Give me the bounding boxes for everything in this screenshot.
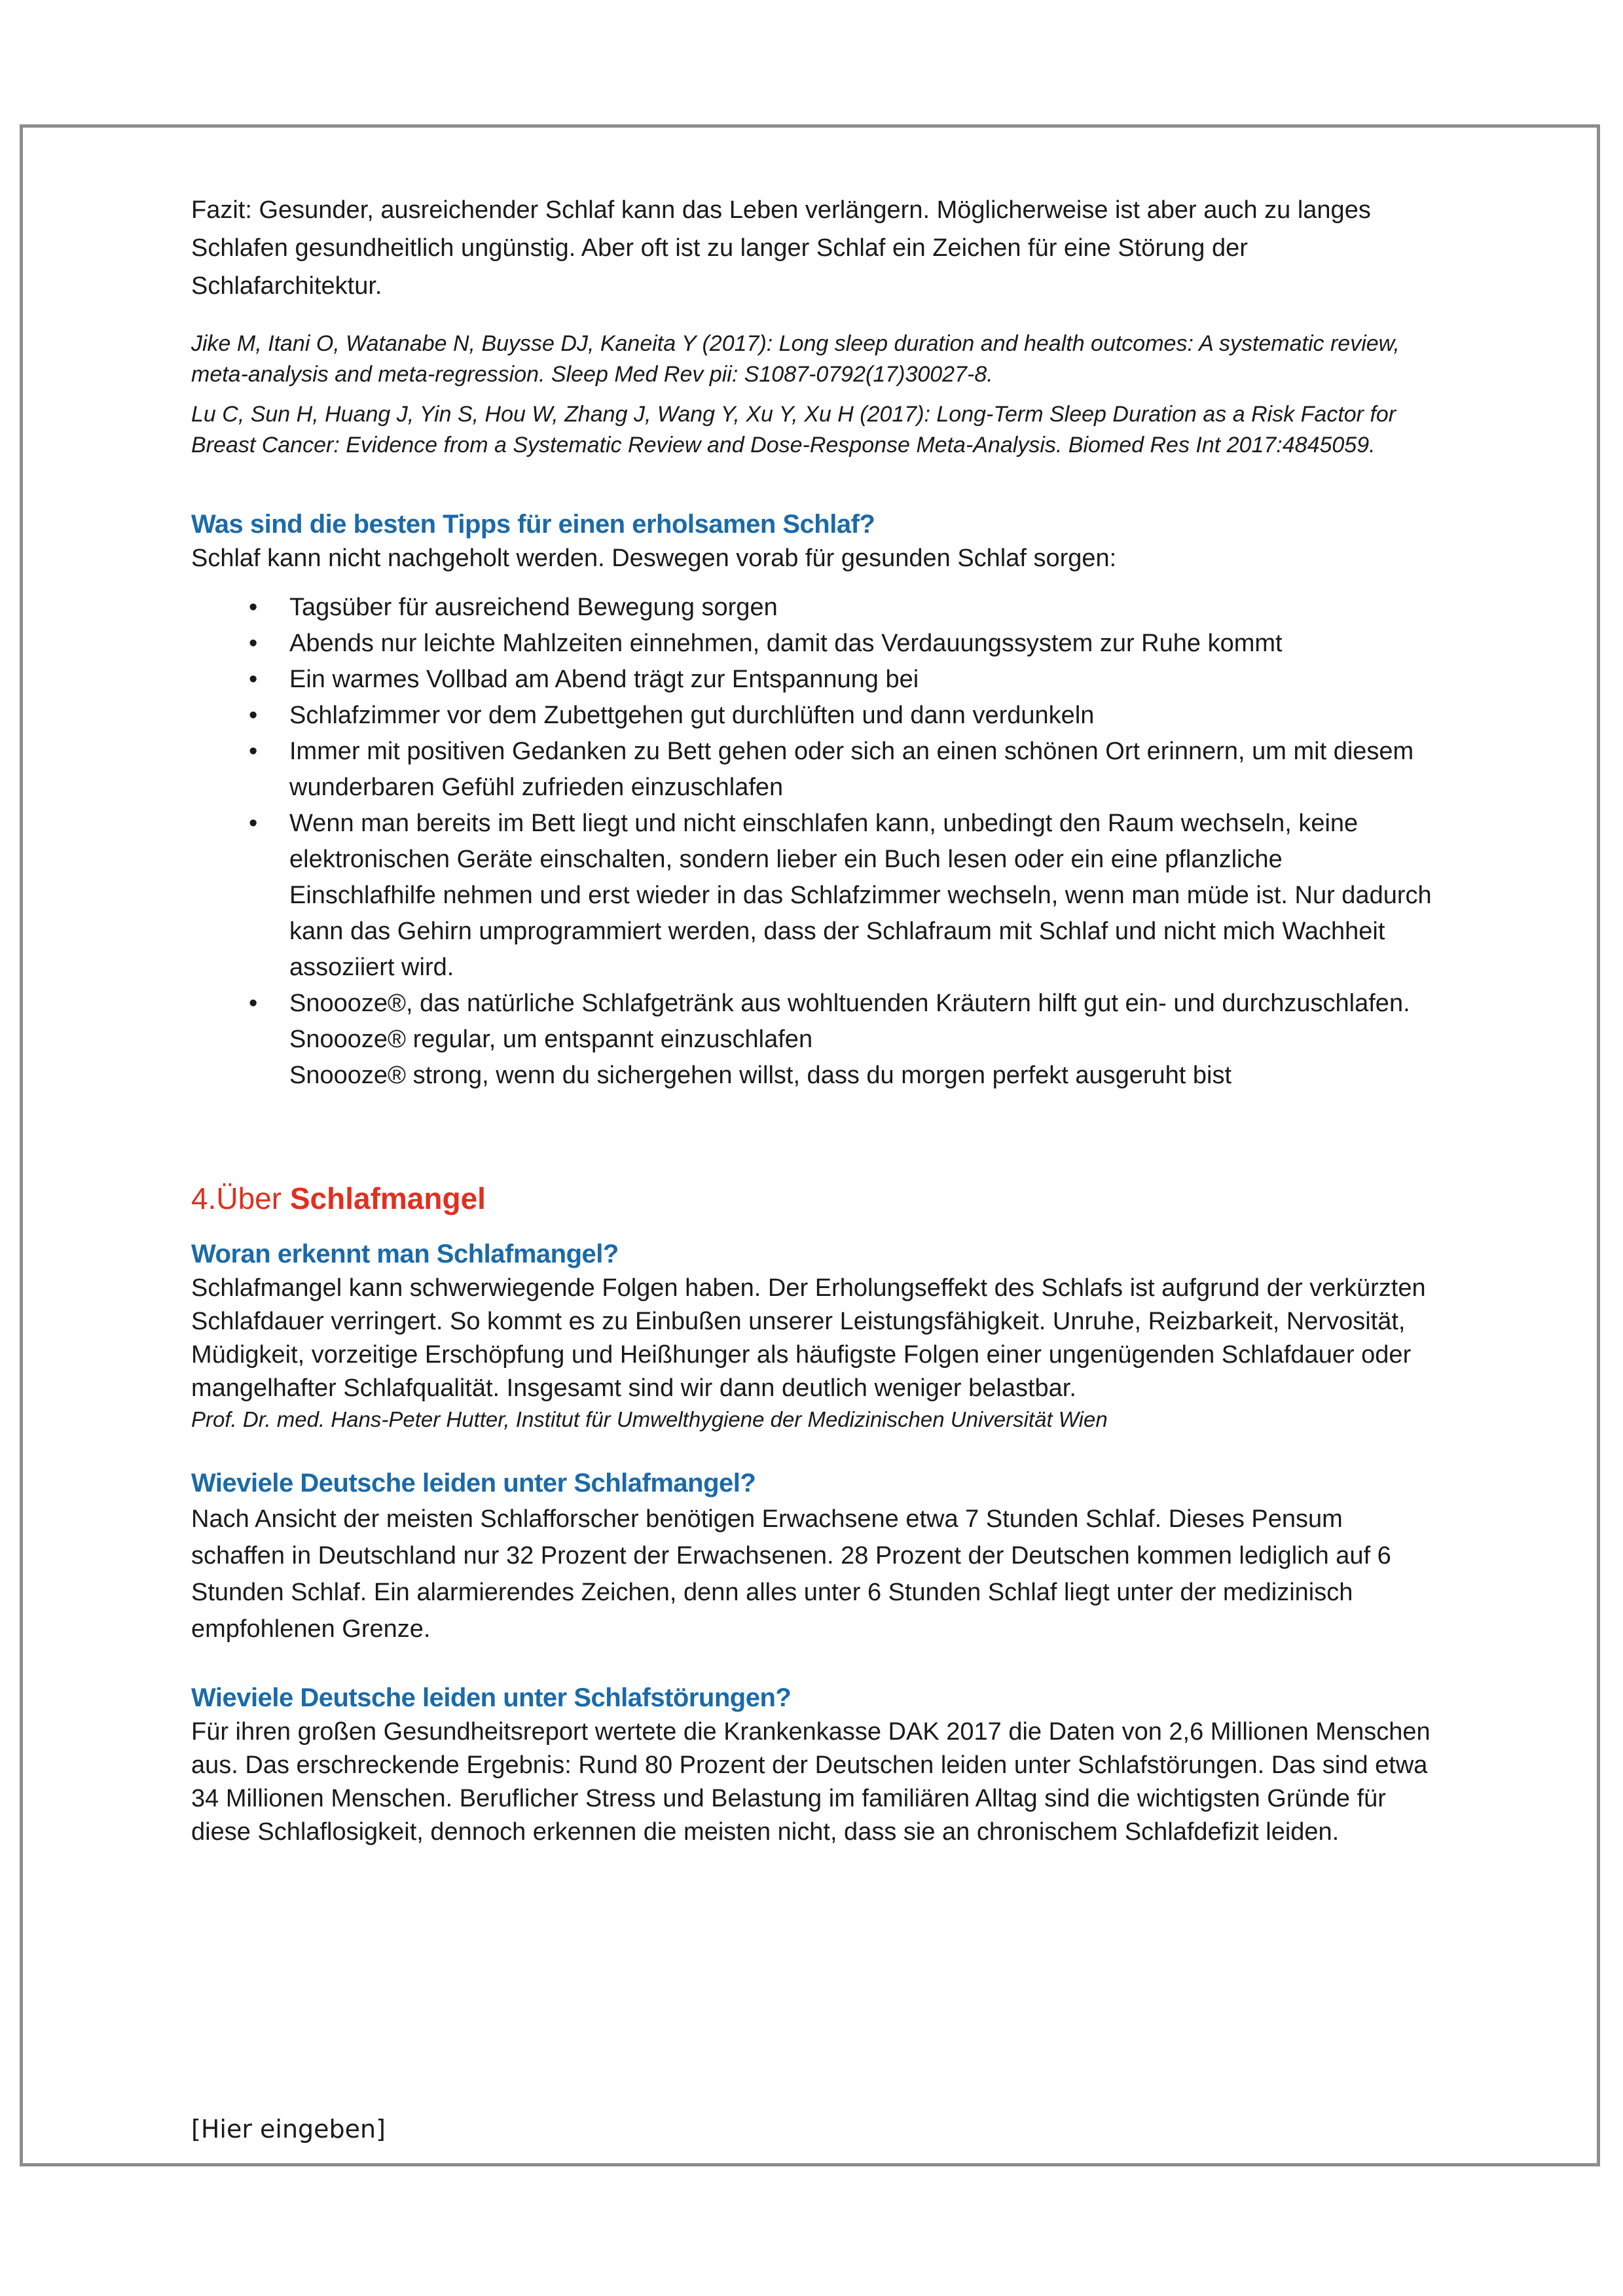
bullet-icon: • — [249, 630, 258, 657]
list-item-text: Ein warmes Vollbad am Abend trägt zur Entspannung bei — [289, 666, 919, 693]
bullet-icon: • — [249, 990, 258, 1017]
list-item — [191, 734, 1435, 806]
schlafmangel-stats-paragraph: Nach Ansicht der meisten Schlafforscher benötigen Erwachsene etwa 7 Stunden Schlaf. Dieses Pensum schaffen in Deutschland nur 32 Prozent der Erwachsenen. 28 Prozent der Deutschen kommen lediglich auf 6 Stunden Schlaf. Ein alarmierendes Zeichen, denn alles unter 6 Stunden Schlaf liegt unter der medizinisch empfohlenen Grenze. — [191, 1505, 1391, 1643]
fazit-paragraph: Fazit: Gesunder, ausreichender Schlaf kann das Leben verlängern. Möglicherweise ist aber auch zu langes Schlafen gesundheitlich ungünstig. Aber oft ist zu langer Schlaf ein Zeichen für eine Störung der Schlafarchitektur. — [191, 196, 1371, 300]
bullet-icon: • — [249, 666, 258, 693]
snoooze-regular-line: Snoooze® regular, um entspannt einzuschlafen — [289, 1026, 813, 1053]
schlafstoerungen-heading: Wieviele Deutsche leiden unter Schlafstörungen? — [191, 1683, 792, 1712]
list-item-text: Snoooze®, das natürliche Schlafgetränk aus wohltuenden Kräutern hilft gut ein- und durchzuschlafen. — [289, 990, 1410, 1017]
snoooze-strong-line: Snoooze® strong, wenn du sichergehen willst, dass du morgen perfekt ausgeruht bist — [289, 1062, 1232, 1089]
reference-lu: Lu C, Sun H, Huang J, Yin S, Hou W, Zhang J, Wang Y, Xu Y, Xu H (2017): Long-Term Sleep Duration as a Risk Factor for Breast Cancer: Evidence from a Systematic Review and Dose-Response Meta-Analysis. Biomed Res Int 2017:4845059. — [191, 402, 1396, 457]
list-item-text: Wenn man bereits im Bett liegt und nicht einschlafen kann, unbedingt den Raum wechseln, keine elektronischen Geräte einschalten, sondern lieber ein Buch lesen oder ein eine pflanzliche Einschlafhilfe nehmen und erst wieder in das Schlafzimmer wechseln, wenn man müde ist. Nur dadurch kann das Gehirn umprogrammiert werden, dass der Schlafraum mit Schlaf und nicht mich Wachheit assoziiert wird. — [289, 810, 1432, 981]
section-4-title — [191, 1179, 1435, 1218]
bullet-icon: • — [249, 594, 258, 621]
list-item — [191, 986, 1435, 1094]
list-item-text: Abends nur leichte Mahlzeiten einnehmen, damit das Verdauungssystem zur Ruhe kommt — [289, 630, 1283, 657]
list-item-text: Immer mit positiven Gedanken zu Bett gehen oder sich an einen schönen Ort erinnern, um mit diesem wunderbaren Gefühl zufrieden einzuschlafen — [289, 738, 1414, 801]
list-item — [191, 806, 1435, 986]
tips-list — [191, 590, 1435, 1094]
list-item — [191, 590, 1435, 626]
references — [191, 329, 1435, 461]
bullet-icon: • — [249, 702, 258, 729]
tips-intro: Schlaf kann nicht nachgeholt werden. Deswegen vorab für gesunden Schlaf sorgen: — [191, 545, 1117, 572]
reference-jike: Jike M, Itani O, Watanabe N, Buysse DJ, Kaneita Y (2017): Long sleep duration and health outcomes: A systematic review, meta-analysis and meta-regression. Sleep Med Rev pii: S1087-0792(17)30027-8. — [191, 331, 1400, 387]
schlafstoerungen-paragraph: Für ihren großen Gesundheitsreport wertete die Krankenkasse DAK 2017 die Daten von 2,6 Millionen Menschen aus. Das erschreckende Ergebnis: Rund 80 Prozent der Deutschen leiden unter Schlafstörungen. Das sind etwa 34 Millionen Menschen. Beruflicher Stress und Belastung im familiären Alltag sind die wichtigsten Gründe für diese Schlaflosigkeit, dennoch erkennen die meisten nicht, dass sie an chronischem Schlafdefizit leiden. — [191, 1718, 1431, 1846]
list-item — [191, 626, 1435, 662]
woran-attribution: Prof. Dr. med. Hans-Peter Hutter, Institut für Umwelthygiene der Medizinischen Universität Wien — [191, 1407, 1108, 1431]
schlafmangel-stats-heading: Wieviele Deutsche leiden unter Schlafmangel? — [191, 1469, 756, 1498]
list-item-text: Tagsüber für ausreichend Bewegung sorgen — [289, 594, 778, 621]
section-number: 4.Über — [191, 1181, 290, 1215]
section-word: Schlafmangel — [289, 1181, 486, 1215]
bullet-icon: • — [249, 738, 258, 765]
woran-paragraph: Schlafmangel kann schwerwiegende Folgen haben. Der Erholungseffekt des Schlafs ist aufgrund der verkürzten Schlafdauer verringert. So kommt es zu Einbußen unserer Leistungsfähigkeit. Unruhe, Reizbarkeit, Nervosität, Müdigkeit, vorzeitige Erschöpfung und Heißhunger als häufigste Folgen einer ungenügenden Schlafdauer oder mangelhafter Schlafqualität. Insgesamt sind wir dann deutlich weniger belastbar. — [191, 1274, 1426, 1402]
tips-heading: Was sind die besten Tipps für einen erholsamen Schlaf? — [191, 510, 875, 539]
page-content — [191, 191, 1435, 1849]
woran-heading: Woran erkennt man Schlafmangel? — [191, 1240, 619, 1268]
footer-placeholder[interactable]: [Hier eingeben] — [191, 2115, 386, 2144]
list-item — [191, 662, 1435, 698]
bullet-icon: • — [249, 810, 258, 837]
list-item — [191, 698, 1435, 734]
list-item-text: Schlafzimmer vor dem Zubettgehen gut durchlüften und dann verdunkeln — [289, 702, 1095, 729]
